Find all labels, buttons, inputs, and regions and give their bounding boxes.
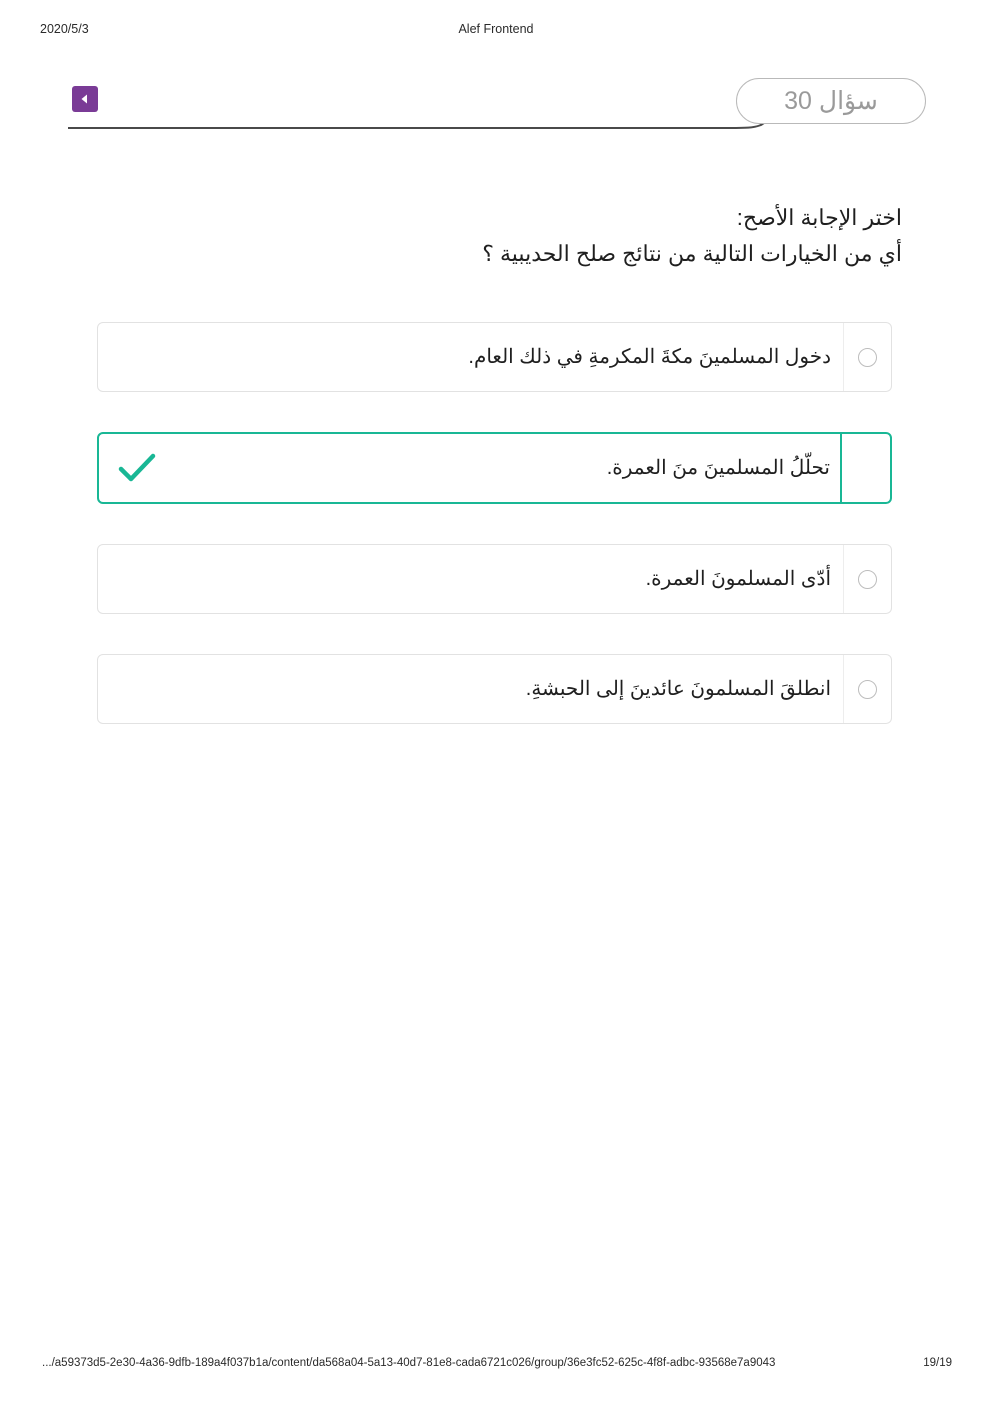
answer-option-4-label: انطلقَ المسلمونَ عائدينَ إلى الحبشةِ.	[525, 678, 831, 700]
answer-option-1[interactable]	[97, 322, 892, 392]
answer-option-2[interactable]	[97, 432, 892, 504]
question-number-badge	[736, 78, 926, 124]
print-footer	[0, 1357, 992, 1373]
radio-cell-4[interactable]	[843, 655, 891, 723]
header-divider	[68, 127, 734, 129]
print-header	[0, 22, 992, 40]
print-footer-page: 19/19	[923, 1357, 952, 1369]
question-number-label: سؤال 30	[784, 87, 878, 115]
question-header	[66, 78, 926, 134]
answer-options	[97, 322, 892, 764]
radio-icon[interactable]	[858, 680, 877, 699]
prompt-question: أي من الخيارات التالية من نتائج صلح الحديبية ؟	[482, 241, 902, 266]
check-icon	[117, 448, 157, 488]
answer-option-2-label: تحلّلُ المسلمينَ منَ العمرة.	[606, 457, 830, 479]
chevron-left-icon	[79, 93, 91, 105]
answer-option-1-label: دخول المسلمينَ مكةَ المكرمةِ في ذلك العام.	[468, 346, 831, 368]
radio-icon[interactable]	[858, 348, 877, 367]
answer-option-3-label: أدّى المسلمونَ العمرة.	[645, 568, 831, 590]
prompt-instruction: اختر الإجابة الأصح:	[736, 205, 902, 230]
answer-option-4[interactable]	[97, 654, 892, 724]
radio-cell-3[interactable]	[843, 545, 891, 613]
radio-icon[interactable]	[858, 570, 877, 589]
print-date: 2020/5/3	[40, 22, 89, 36]
radio-cell-2[interactable]	[840, 434, 890, 502]
question-prompt	[82, 200, 902, 272]
radio-cell-1[interactable]	[843, 323, 891, 391]
answer-option-3[interactable]	[97, 544, 892, 614]
print-title: Alef Frontend	[458, 22, 534, 36]
print-footer-url: .../a59373d5-2e30-4a36-9dfb-189a4f037b1a/content/da568a04-5a13-40d7-81e8-cada6721c026/group/36e3fc52-625c-4f8f-adbc-93568e7a9043	[42, 1357, 776, 1369]
back-button[interactable]	[72, 86, 98, 112]
